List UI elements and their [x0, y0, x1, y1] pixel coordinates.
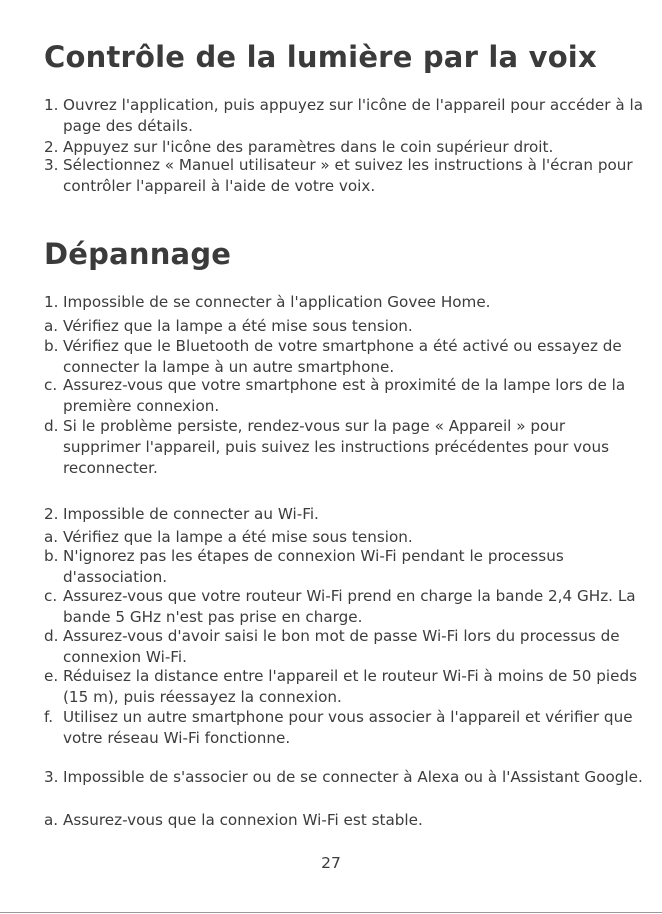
problem-2-solution-c: [44, 586, 644, 628]
solution-marker: d.: [44, 417, 59, 435]
voice-step-1: [44, 95, 644, 137]
step-marker: 3.: [44, 156, 59, 174]
solution-text: Réduisez la distance entre l'appareil et le routeur Wi-Fi à moins de 50 pieds (15 m), puis réessayez la connexion.: [63, 667, 638, 706]
solution-marker: d.: [44, 627, 59, 645]
solution-text: Vérifiez que le Bluetooth de votre smartphone a été activé ou essayez de connecter la lampe à un autre smartphone.: [63, 337, 622, 376]
problem-text: Impossible de connecter au Wi-Fi.: [63, 505, 319, 523]
bottom-divider: [0, 912, 662, 913]
solution-marker: c.: [44, 587, 58, 605]
problem-text: Impossible de se connecter à l'application Govee Home.: [63, 293, 491, 311]
step-marker: 1.: [44, 96, 59, 114]
solution-marker: a.: [44, 317, 59, 335]
solution-marker: a.: [44, 811, 59, 829]
solution-text: Vérifiez que la lampe a été mise sous tension.: [63, 528, 413, 546]
solution-marker: b.: [44, 337, 59, 355]
step-text: Sélectionnez « Manuel utilisateur » et suivez les instructions à l'écran pour contrôler l'appareil à l'aide de votre voix.: [63, 156, 633, 195]
page-number: 27: [321, 854, 341, 872]
step-text: Appuyez sur l'icône des paramètres dans le coin supérieur droit.: [63, 138, 554, 156]
problem-3-solution-a: [44, 810, 644, 831]
problem-1-solution-d: [44, 416, 644, 479]
section-title-voice-control: Contrôle de la lumière par la voix: [44, 40, 597, 74]
problem-2-solution-f: [44, 707, 644, 749]
step-text: Ouvrez l'application, puis appuyez sur l'icône de l'appareil pour accéder à la page des détails.: [63, 96, 644, 135]
solution-marker: a.: [44, 528, 59, 546]
section-title-troubleshooting: Dépannage: [44, 237, 232, 271]
problem-1: [44, 292, 644, 313]
problem-2-solution-a: [44, 527, 644, 548]
voice-step-3: [44, 155, 644, 197]
problem-1-solution-c: [44, 375, 644, 417]
problem-2-solution-e: [44, 666, 644, 708]
problem-3: [44, 767, 644, 788]
solution-text: Assurez-vous que la connexion Wi-Fi est stable.: [63, 811, 423, 829]
solution-text: Si le problème persiste, rendez-vous sur la page « Appareil » pour supprimer l'appareil, puis suivez les instructions précédentes pour vous reconnecter.: [63, 417, 610, 477]
solution-text: Assurez-vous que votre routeur Wi-Fi prend en charge la bande 2,4 GHz. La bande 5 GHz n'est pas prise en charge.: [63, 587, 636, 626]
solution-text: Assurez-vous d'avoir saisi le bon mot de passe Wi-Fi lors du processus de connexion Wi-Fi.: [63, 627, 620, 666]
problem-text: Impossible de s'associer ou de se connecter à Alexa ou à l'Assistant Google.: [63, 768, 643, 786]
solution-text: Utilisez un autre smartphone pour vous associer à l'appareil et vérifier que votre réseau Wi-Fi fonctionne.: [63, 708, 633, 747]
solution-text: Assurez-vous que votre smartphone est à proximité de la lampe lors de la première connexion.: [63, 376, 626, 415]
problem-2: [44, 504, 644, 525]
problem-marker: 2.: [44, 505, 59, 523]
problem-2-solution-b: [44, 546, 644, 588]
problem-marker: 1.: [44, 293, 59, 311]
problem-1-solution-b: [44, 336, 644, 378]
problem-2-solution-d: [44, 626, 644, 668]
solution-marker: f.: [44, 708, 54, 726]
solution-marker: b.: [44, 547, 59, 565]
problem-1-solution-a: [44, 316, 644, 337]
solution-text: N'ignorez pas les étapes de connexion Wi-Fi pendant le processus d'association.: [63, 547, 564, 586]
problem-marker: 3.: [44, 768, 59, 786]
solution-text: Vérifiez que la lampe a été mise sous tension.: [63, 317, 413, 335]
step-marker: 2.: [44, 138, 59, 156]
solution-marker: e.: [44, 667, 59, 685]
solution-marker: c.: [44, 376, 58, 394]
